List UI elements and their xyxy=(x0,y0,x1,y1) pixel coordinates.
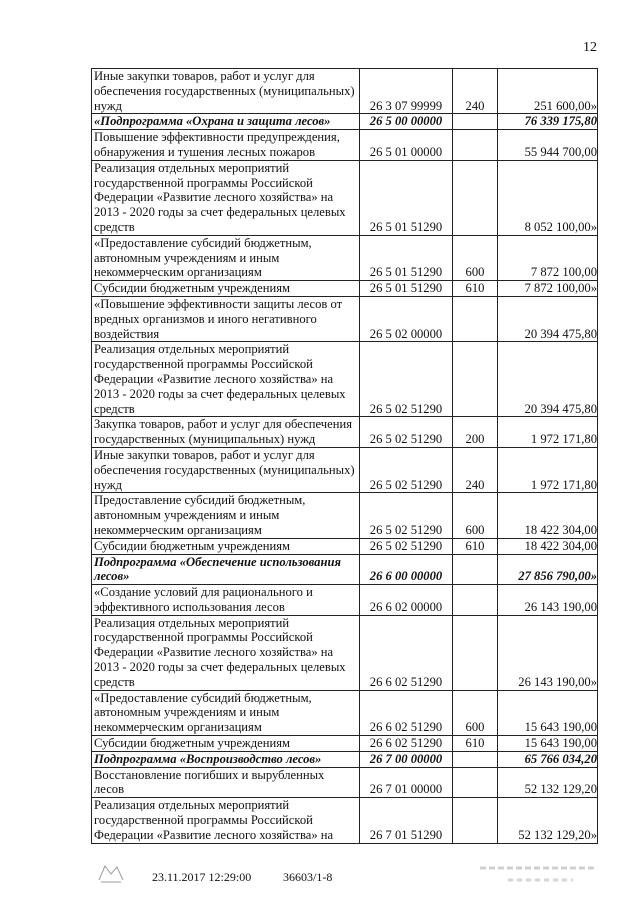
row-expense-type-cell xyxy=(453,114,498,130)
table-row xyxy=(92,160,598,235)
row-sum-cell: 7 872 100,00 xyxy=(498,235,598,280)
row-name-cell: Субсидии бюджетным учреждениям xyxy=(92,736,360,752)
row-sum-cell: 20 394 475,80 xyxy=(498,342,598,417)
row-name-cell: «Предоставление субсидий бюджетным, автономным учреждениям и иным некоммерческим организациям xyxy=(92,235,360,280)
row-expense-type-cell xyxy=(453,130,498,161)
row-code-cell: 26 5 00 00000 xyxy=(360,114,453,130)
row-name-cell: Реализация отдельных мероприятий государственной программы Российской Федерации «Развитие лесного хозяйства» на 2013 - 2020 годы за счет федеральных целевых средств xyxy=(92,615,360,690)
table-row xyxy=(92,281,598,297)
table-row xyxy=(92,690,598,735)
row-expense-type-cell xyxy=(453,296,498,341)
row-sum-cell: 15 643 190,00 xyxy=(498,736,598,752)
row-sum-cell: 18 422 304,00 xyxy=(498,493,598,538)
row-name-cell: Иные закупки товаров, работ и услуг для обеспечения государственных (муниципальных) нужд xyxy=(92,447,360,492)
row-expense-type-cell: 240 xyxy=(453,447,498,492)
row-expense-type-cell xyxy=(453,798,498,843)
budget-table-body xyxy=(92,69,598,844)
table-row xyxy=(92,585,598,616)
row-code-cell: 26 6 02 51290 xyxy=(360,615,453,690)
table-row xyxy=(92,130,598,161)
row-name-cell: «Создание условий для рационального и эффективного использования лесов xyxy=(92,585,360,616)
row-code-cell: 26 5 02 51290 xyxy=(360,447,453,492)
row-name-cell: Закупка товаров, работ и услуг для обеспечения государственных (муниципальных) нужд xyxy=(92,417,360,448)
row-name-cell: Реализация отдельных мероприятий государственной программы Российской Федерации «Развитие лесного хозяйства» на 2013 - 2020 годы за счет федеральных целевых средств xyxy=(92,160,360,235)
row-code-cell: 26 6 02 00000 xyxy=(360,585,453,616)
table-row xyxy=(92,493,598,538)
row-code-cell: 26 5 02 00000 xyxy=(360,296,453,341)
row-code-cell: 26 5 02 51290 xyxy=(360,538,453,554)
row-name-cell: Реализация отдельных мероприятий государственной программы Российской Федерации «Развитие лесного хозяйства» на 2013 - 2020 годы за счет федеральных целевых средств xyxy=(92,342,360,417)
row-sum-cell: 8 052 100,00» xyxy=(498,160,598,235)
row-sum-cell: 76 339 175,80 xyxy=(498,114,598,130)
row-name-cell: Предоставление субсидий бюджетным, автономным учреждениям и иным некоммерческим организациям xyxy=(92,493,360,538)
row-name-cell: Реализация отдельных мероприятий государственной программы Российской Федерации «Развитие лесного хозяйства» на xyxy=(92,798,360,843)
row-expense-type-cell: 200 xyxy=(453,417,498,448)
row-expense-type-cell: 610 xyxy=(453,736,498,752)
row-expense-type-cell: 600 xyxy=(453,493,498,538)
stamp-mark-icon xyxy=(95,862,127,884)
row-sum-cell: 52 132 129,20» xyxy=(498,798,598,843)
table-row xyxy=(92,798,598,843)
row-sum-cell: 1 972 171,80 xyxy=(498,447,598,492)
row-name-cell: Субсидии бюджетным учреждениям xyxy=(92,538,360,554)
row-code-cell: 26 5 02 51290 xyxy=(360,417,453,448)
row-code-cell: 26 7 00 00000 xyxy=(360,751,453,767)
row-code-cell: 26 7 01 51290 xyxy=(360,798,453,843)
footer-document-number: 36603/1-8 xyxy=(283,870,333,884)
row-expense-type-cell xyxy=(453,751,498,767)
row-code-cell: 26 5 02 51290 xyxy=(360,342,453,417)
row-sum-cell: 7 872 100,00» xyxy=(498,281,598,297)
row-expense-type-cell xyxy=(453,160,498,235)
page-number: 12 xyxy=(583,40,597,55)
row-expense-type-cell: 240 xyxy=(453,69,498,114)
table-row xyxy=(92,296,598,341)
row-expense-type-cell xyxy=(453,554,498,585)
row-name-cell: «Подпрограмма «Охрана и защита лесов» xyxy=(92,114,360,130)
row-name-cell: Подпрограмма «Воспроизводство лесов» xyxy=(92,751,360,767)
table-row xyxy=(92,69,598,114)
row-sum-cell: 18 422 304,00 xyxy=(498,538,598,554)
row-sum-cell: 55 944 700,00 xyxy=(498,130,598,161)
row-expense-type-cell xyxy=(453,767,498,798)
row-code-cell: 26 6 00 00000 xyxy=(360,554,453,585)
row-expense-type-cell: 600 xyxy=(453,235,498,280)
faded-registration-mark-icon xyxy=(478,862,598,890)
row-name-cell: «Повышение эффективности защиты лесов от вредных организмов и иного негативного воздействия xyxy=(92,296,360,341)
row-name-cell: Подпрограмма «Обеспечение использования лесов» xyxy=(92,554,360,585)
row-sum-cell: 15 643 190,00 xyxy=(498,690,598,735)
row-name-cell: Восстановление погибших и вырубленных лесов xyxy=(92,767,360,798)
budget-table xyxy=(91,68,598,844)
row-code-cell: 26 3 07 99999 xyxy=(360,69,453,114)
table-row xyxy=(92,767,598,798)
row-expense-type-cell: 610 xyxy=(453,538,498,554)
row-sum-cell: 20 394 475,80 xyxy=(498,296,598,341)
row-sum-cell: 26 143 190,00» xyxy=(498,615,598,690)
table-row xyxy=(92,538,598,554)
table-row xyxy=(92,615,598,690)
row-code-cell: 26 5 01 51290 xyxy=(360,235,453,280)
table-row xyxy=(92,447,598,492)
row-sum-cell: 1 972 171,80 xyxy=(498,417,598,448)
row-code-cell: 26 6 02 51290 xyxy=(360,690,453,735)
row-code-cell: 26 7 01 00000 xyxy=(360,767,453,798)
row-sum-cell: 251 600,00» xyxy=(498,69,598,114)
row-sum-cell: 27 856 790,00» xyxy=(498,554,598,585)
row-expense-type-cell xyxy=(453,585,498,616)
row-sum-cell: 65 766 034,20 xyxy=(498,751,598,767)
row-sum-cell: 52 132 129,20 xyxy=(498,767,598,798)
row-expense-type-cell xyxy=(453,342,498,417)
row-code-cell: 26 6 02 51290 xyxy=(360,736,453,752)
table-row xyxy=(92,751,598,767)
row-expense-type-cell: 610 xyxy=(453,281,498,297)
row-expense-type-cell: 600 xyxy=(453,690,498,735)
row-code-cell: 26 5 01 51290 xyxy=(360,281,453,297)
row-expense-type-cell xyxy=(453,615,498,690)
table-row xyxy=(92,342,598,417)
table-row xyxy=(92,554,598,585)
row-name-cell: «Предоставление субсидий бюджетным, автономным учреждениям и иным некоммерческим организациям xyxy=(92,690,360,735)
row-name-cell: Иные закупки товаров, работ и услуг для обеспечения государственных (муниципальных) нужд xyxy=(92,69,360,114)
table-row xyxy=(92,235,598,280)
row-sum-cell: 26 143 190,00 xyxy=(498,585,598,616)
footer-date: 23.11.2017 12:29:00 xyxy=(152,870,252,884)
row-code-cell: 26 5 01 00000 xyxy=(360,130,453,161)
row-code-cell: 26 5 02 51290 xyxy=(360,493,453,538)
row-name-cell: Повышение эффективности предупреждения, обнаружения и тушения лесных пожаров xyxy=(92,130,360,161)
row-code-cell: 26 5 01 51290 xyxy=(360,160,453,235)
table-row xyxy=(92,417,598,448)
table-row xyxy=(92,114,598,130)
row-name-cell: Субсидии бюджетным учреждениям xyxy=(92,281,360,297)
table-row xyxy=(92,736,598,752)
